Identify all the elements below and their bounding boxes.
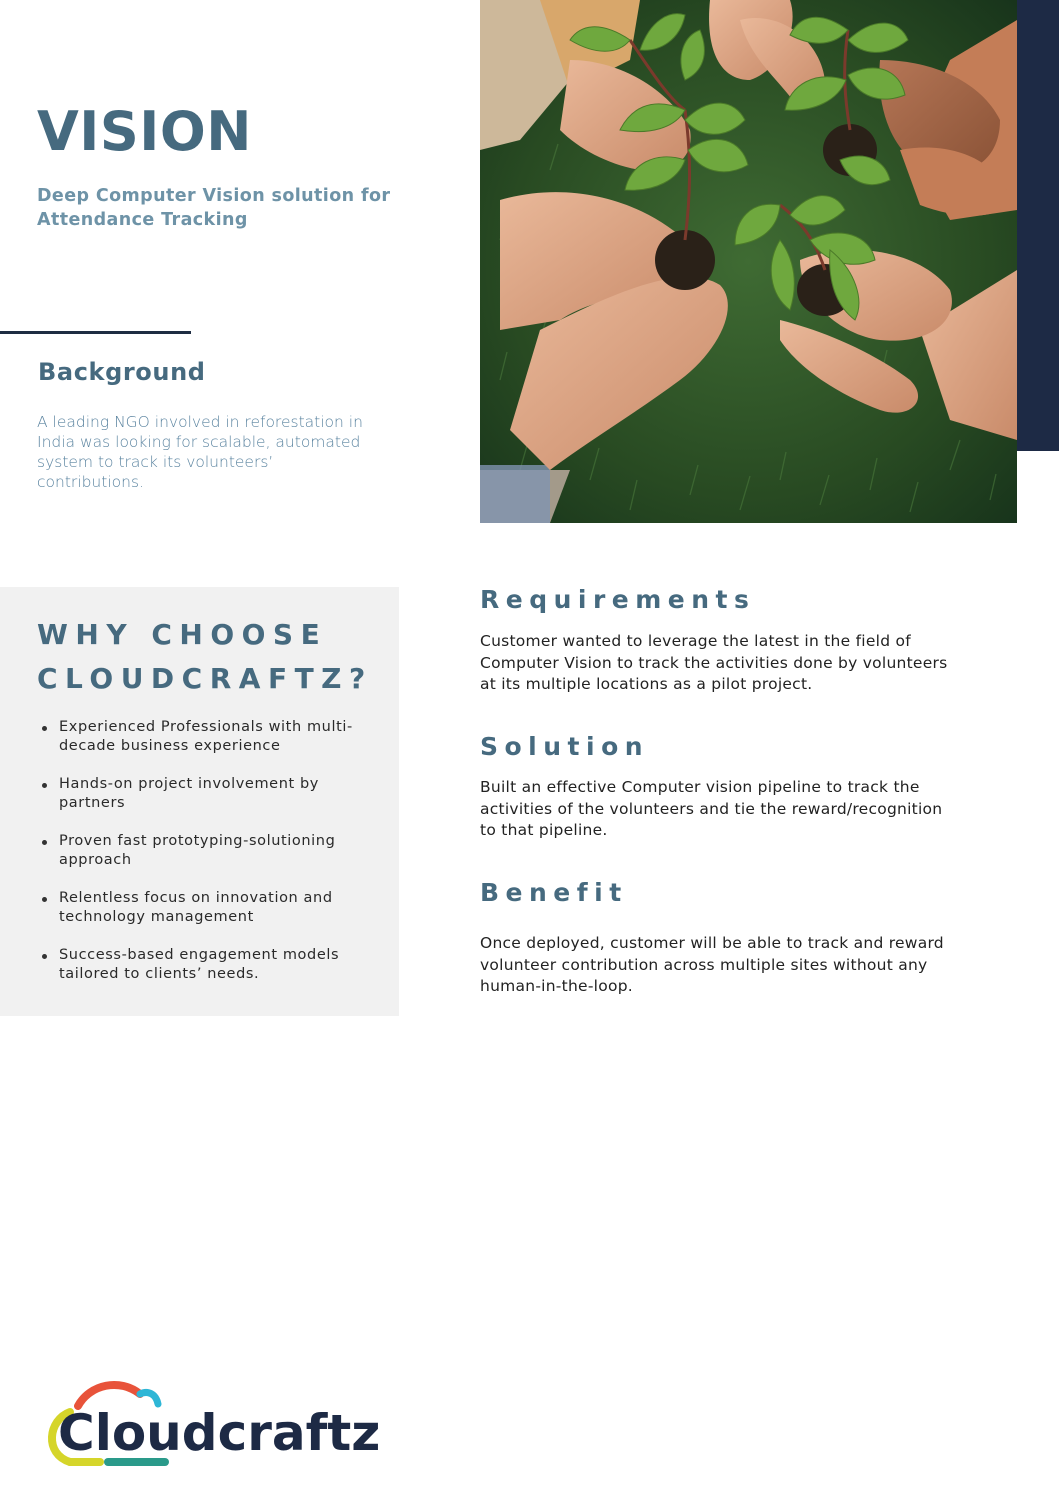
page-subtitle: Deep Computer Vision solution for Attendance Tracking: [37, 186, 391, 230]
benefit-heading: Benefit: [480, 878, 628, 907]
page-title: VISION: [37, 100, 252, 163]
solution-text: Built an effective Computer vision pipeline to track the activities of the volunteers and tie the reward/recognition to that pipeline.: [480, 778, 943, 839]
list-item-text: Relentless focus on innovation and technology management: [59, 890, 333, 925]
requirements-text: Customer wanted to leverage the latest in the field of Computer Vision to track the activities done by volunteers at its multiple locations as a pilot project.: [480, 632, 948, 693]
list-item: [37, 775, 357, 813]
list-item: [37, 832, 357, 870]
requirements-heading: Requirements: [480, 585, 756, 614]
benefit-text: Once deployed, customer will be able to track and reward volunteer contribution across multiple sites without any human-in-the-loop.: [480, 934, 944, 995]
list-item: [37, 718, 357, 756]
why-choose-list: [37, 718, 357, 1003]
solution-heading: Solution: [480, 732, 650, 761]
list-item-text: Proven fast prototyping-solutioning approach: [59, 833, 336, 868]
cloudcraftz-logo: [40, 1372, 380, 1472]
bullet-icon: [42, 840, 47, 845]
why-choose-heading-line2: CLOUDCRAFTZ?: [37, 662, 373, 695]
seedlings-photo: [480, 0, 1017, 523]
list-item-text: Hands-on project involvement by partners: [59, 776, 319, 811]
divider-bar: [0, 331, 191, 334]
why-choose-heading-line1: WHY CHOOSE: [37, 618, 328, 651]
list-item: [37, 946, 357, 984]
why-choose-heading: [37, 613, 387, 701]
background-text: A leading NGO involved in reforestation in India was looking for scalable, automated system to track its volunteers’ contributions.: [37, 413, 363, 491]
list-item-text: Success-based engagement models tailored to clients’ needs.: [59, 947, 340, 982]
accent-strip: [1017, 0, 1059, 451]
bullet-icon: [42, 783, 47, 788]
bullet-icon: [42, 726, 47, 731]
logo-text: Cloudcraftz: [58, 1404, 380, 1462]
bullet-icon: [42, 897, 47, 902]
list-item: [37, 889, 357, 927]
bullet-icon: [42, 954, 47, 959]
list-item-text: Experienced Professionals with multi-decade business experience: [59, 719, 353, 754]
background-heading: Background: [38, 358, 206, 386]
